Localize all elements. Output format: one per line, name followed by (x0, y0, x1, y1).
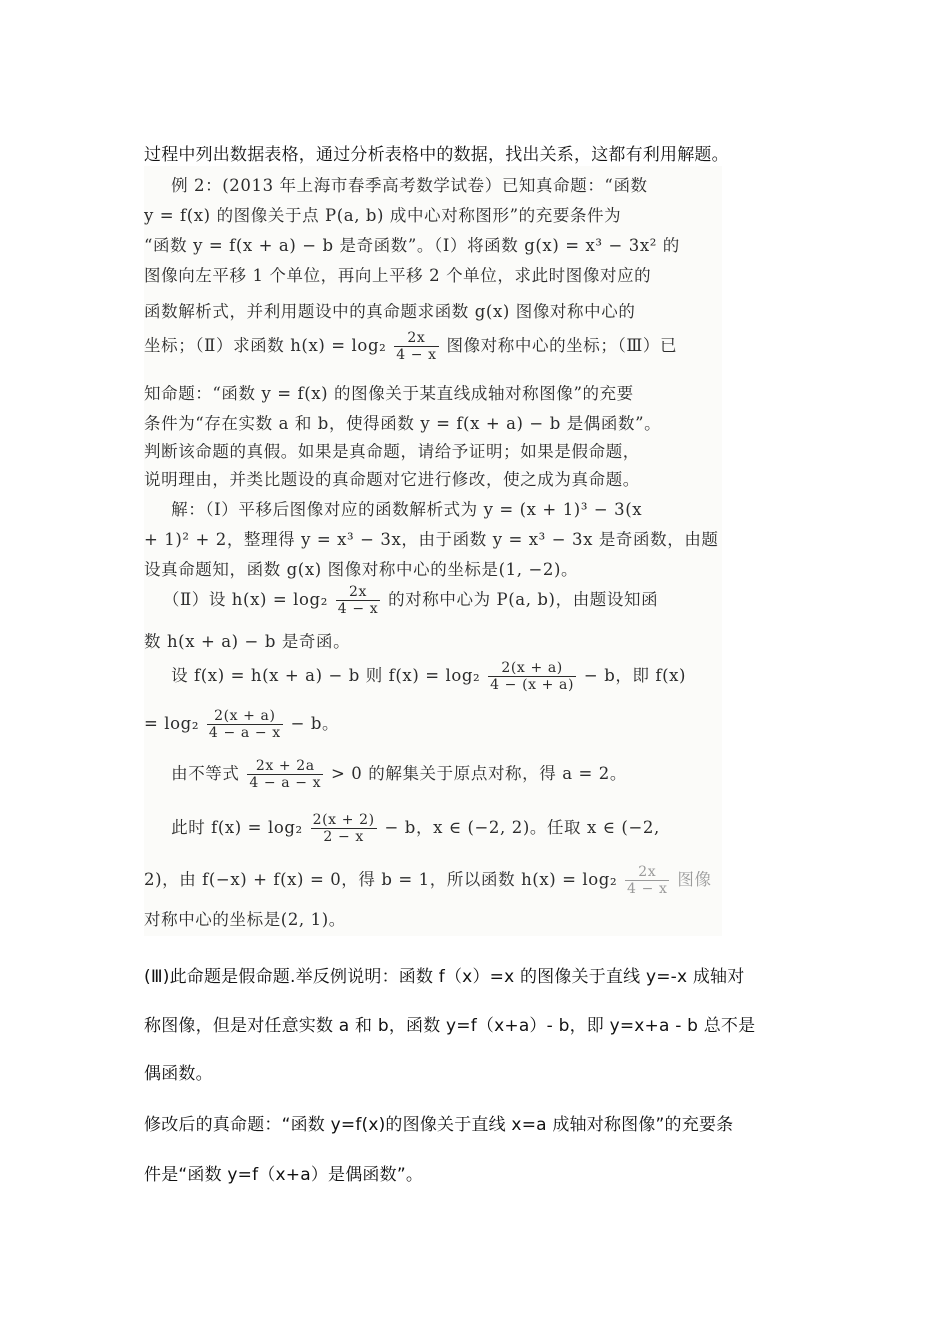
part3-text-line: (Ⅲ)此命题是假命题.举反例说明：函数 f（x）=x 的图像关于直线 y=-x 成轴对 (144, 967, 745, 987)
scan-line: 坐标；（Ⅱ）求函数 h(x) = log₂ $\frac{2x}{4 - x}$ 图像对称中心的坐标；（Ⅲ）已 (144, 330, 678, 364)
scan-line: = log₂ $\frac{2(x + a)}{4 - a - x}$ − b。 (144, 708, 340, 742)
scan-line: + 1)² + 2，整理得 y = x³ − 3x，由于函数 y = x³ − 3x 是奇函数，由题 (144, 530, 719, 549)
scan-line: y = f(x) 的图像关于点 P(a, b) 成中心对称图形”的充要条件为 (144, 206, 622, 225)
scan-line: 数 h(x + a) − b 是奇函。 (144, 632, 351, 651)
scan-line: 由不等式 $\frac{2x + 2a}{4 - a - x}$ > 0 的解集关于原点对称，得 a = 2。 (154, 758, 627, 792)
scan-line: 设 f(x) = h(x + a) − b 则 f(x) = log₂ $\frac{2(x + a)}{4 - (x + a)}$ − b，即 f(x) (154, 660, 687, 694)
scan-line: 例 2：(2013 年上海市春季高考数学试卷）已知真命题：“函数 (154, 176, 648, 195)
fraction: $\frac{2x + 2a}{4 - a - x}$ (249, 758, 322, 792)
scan-line: “函数 y = f(x + a) − b 是奇函数”。（Ⅰ）将函数 g(x) = x³ − 3x² 的 (144, 236, 680, 255)
scan-line: 设真命题知，函数 g(x) 图像对称中心的坐标是(1, −2)。 (144, 560, 579, 579)
fraction: $\frac{2x}{4 - x}$ (337, 584, 379, 618)
scan-line: 2)，由 f(−x) + f(x) = 0，得 b = 1，所以函数 h(x) = log₂ $\frac{2x}{4 - x}$ 图像 (144, 864, 712, 898)
revised-proposition-line: 修改后的真命题：“函数 y=f(x)的图像关于直线 x=a 成轴对称图像”的充要条 (144, 1115, 734, 1135)
part3-text-line: 偶函数。 (144, 1064, 213, 1084)
scan-line: 图像向左平移 1 个单位，再向上平移 2 个单位，求此时图像对应的 (144, 266, 652, 285)
fraction: $\frac{2(x + 2)}{2 - x}$ (312, 812, 375, 846)
scan-line: 对称中心的坐标是(2, 1)。 (144, 910, 346, 929)
fraction: $\frac{2x}{4 - x}$ (627, 864, 668, 898)
part3-text-line: 称图像，但是对任意实数 a 和 b，函数 y=f（x+a）- b，即 y=x+a - b 总不是 (144, 1016, 756, 1036)
scan-line: 此时 f(x) = log₂ $\frac{2(x + 2)}{2 - x}$ − b，x ∈ (−2, 2)。任取 x ∈ (−2, (154, 812, 660, 846)
scan-line: 解：（Ⅰ）平移后图像对应的函数解析式为 y = (x + 1)³ − 3(x (154, 500, 643, 519)
revised-proposition-line: 件是“函数 y=f（x+a）是偶函数”。 (144, 1165, 424, 1185)
fraction: $\frac{2(x + a)}{4 - a - x}$ (208, 708, 281, 742)
scan-line: （Ⅱ）设 h(x) = log₂ $\frac{2x}{4 - x}$ 的对称中心为 P(a, b)，由题设知函 (154, 584, 659, 618)
fraction: $\frac{2x}{4 - x}$ (396, 330, 437, 364)
scan-line: 函数解析式，并利用题设中的真命题求函数 g(x) 图像对称中心的 (144, 302, 636, 321)
scanned-solution-image (144, 166, 722, 936)
scan-line: 说明理由，并类比题设的真命题对它进行修改，使之成为真命题。 (144, 470, 640, 489)
scan-line: 判断该命题的真假。如果是真命题，请给予证明；如果是假命题， (144, 442, 640, 461)
intro-text: 过程中列出数据表格，通过分析表格中的数据，找出关系，这都有利用解题。 (144, 145, 729, 165)
scan-line: 知命题：“函数 y = f(x) 的图像关于某直线成轴对称图像”的充要 (144, 384, 634, 403)
scan-line: 条件为“存在实数 a 和 b，使得函数 y = f(x + a) − b 是偶函数”。 (144, 414, 662, 433)
fraction: $\frac{2(x + a)}{4 - (x + a)}$ (490, 660, 575, 694)
